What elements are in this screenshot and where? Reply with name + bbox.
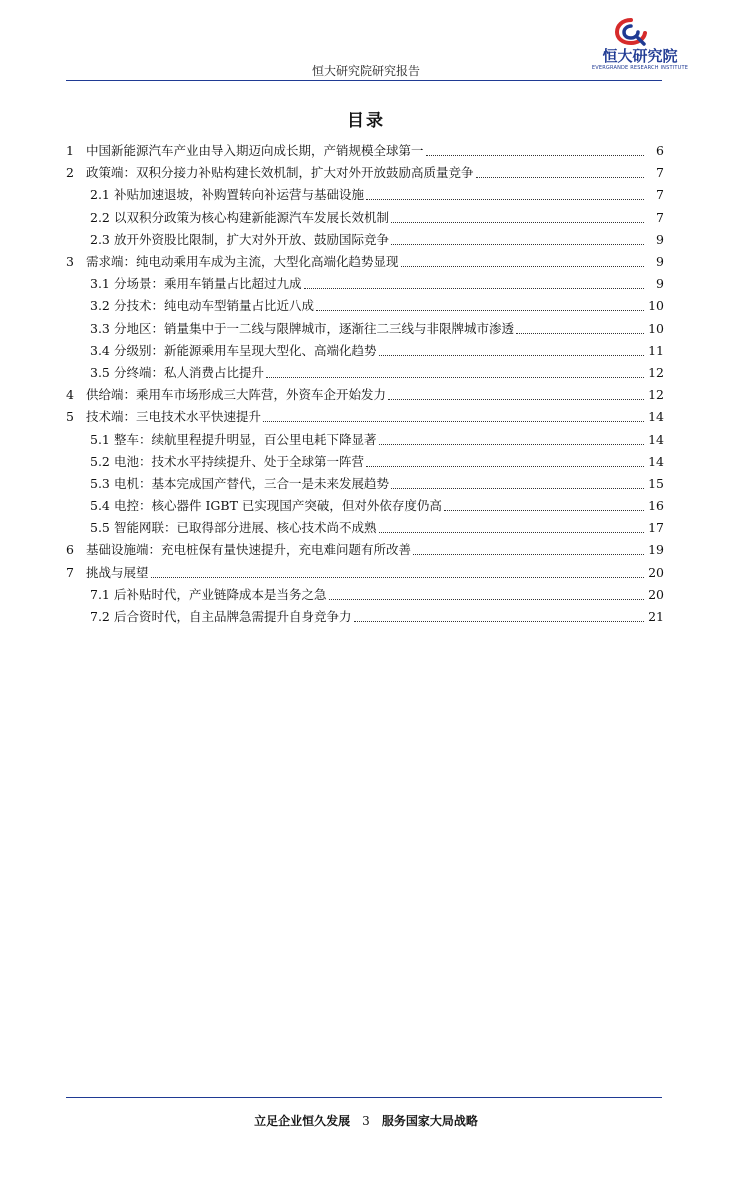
toc-entry[interactable] [66,318,664,340]
toc-entry[interactable] [66,162,664,184]
toc-entry-page: 12 [648,364,664,380]
toc-entry-number: 6 [66,542,74,558]
toc-entry-number: 5.3 [90,475,110,491]
table-of-contents [66,140,664,628]
header-title: 恒大研究院研究报告 [311,64,420,78]
toc-entry-title: 电机：基本完成国产替代，三合一是未来发展趋势 [114,475,390,491]
toc-dot-leader [388,399,644,400]
toc-dot-leader [391,244,644,245]
toc-entry-title: 分场景：乘用车销量占比超过九成 [114,276,302,292]
toc-entry[interactable] [66,362,664,384]
toc-entry-number: 2 [66,165,74,181]
toc-entry[interactable] [66,584,664,606]
toc-entry-title: 分技术：纯电动车型销量占比近八成 [114,298,315,314]
toc-entry-number: 4 [66,387,74,403]
toc-entry-title: 供给端：乘用车市场形成三大阵营，外资车企开始发力 [86,387,387,403]
toc-entry-number: 5.4 [90,498,110,514]
toc-entry-title: 电控：核心器件 IGBT 已实现国产突破，但对外依存度仍高 [114,498,442,514]
toc-entry-title: 分地区：销量集中于一二线与限牌城市，逐渐往二三线与非限牌城市渗透 [114,320,515,336]
toc-entry-number: 2.2 [90,209,110,225]
toc-dot-leader [366,199,644,200]
toc-entry-number: 7.2 [90,609,110,625]
toc-entry-title: 需求端：纯电动乘用车成为主流，大型化高端化趋势显现 [86,254,399,270]
toc-dot-leader [516,333,644,334]
toc-entry-number: 3.4 [90,342,110,358]
toc-entry[interactable] [66,207,664,229]
toc-entry-page: 9 [656,276,664,292]
toc-entry-number: 5.5 [90,520,110,536]
toc-dot-leader [444,510,644,511]
toc-entry-title: 电池：技术水平持续提升、处于全球第一阵营 [114,453,365,469]
toc-entry-title: 以双积分政策为核心构建新能源汽车发展长效机制 [114,209,390,225]
toc-entry-page: 10 [648,320,664,336]
toc-entry-number: 3.1 [90,276,110,292]
toc-entry-number: 3 [66,254,74,270]
toc-entry-title: 整车：续航里程提升明显，百公里电耗下降显著 [114,431,377,447]
toc-entry[interactable] [66,229,664,251]
toc-dot-leader [379,355,644,356]
toc-entry[interactable] [66,340,664,362]
logo-subtext: EVERGRANDE RESEARCH INSTITUTE [591,65,689,71]
toc-entry-title: 政策端：双积分接力补贴构建长效机制，扩大对外开放鼓励高质量竞争 [86,165,474,181]
toc-entry-title: 挑战与展望 [86,564,149,580]
toc-dot-leader [401,266,644,267]
toc-entry-number: 1 [66,143,74,159]
toc-entry-page: 7 [656,165,664,181]
footer [0,1112,732,1129]
toc-entry[interactable] [66,606,664,628]
toc-entry-page: 10 [648,298,664,314]
toc-entry-page: 15 [648,475,664,491]
toc-entry-page: 17 [648,520,664,536]
toc-entry[interactable] [66,273,664,295]
toc-title: 目录 [347,111,385,131]
toc-entry-title: 基础设施端：充电桩保有量快速提升，充电难问题有所改善 [86,542,412,558]
toc-dot-leader [476,177,644,178]
toc-entry[interactable] [66,539,664,561]
toc-entry-page: 11 [648,342,664,358]
toc-dot-leader [151,577,644,578]
toc-entry[interactable] [66,184,664,206]
footer-slogan-right: 服务国家大局战略 [381,1114,478,1128]
toc-dot-leader [316,310,644,311]
toc-entry-page: 19 [648,542,664,558]
toc-dot-leader [354,621,644,622]
toc-entry-number: 7 [66,564,74,580]
toc-entry-title: 补贴加速退坡，补购置转向补运营与基础设施 [114,187,365,203]
toc-dot-leader [391,222,644,223]
toc-entry-page: 14 [648,453,664,469]
toc-entry-title: 分级别：新能源乘用车呈现大型化、高端化趋势 [114,342,377,358]
toc-entry-page: 14 [648,431,664,447]
toc-entry-page: 16 [648,498,664,514]
toc-entry[interactable] [66,451,664,473]
toc-entry-page: 7 [656,209,664,225]
toc-entry-title: 后补贴时代，产业链降成本是当务之急 [114,586,327,602]
toc-entry-title: 放开外资股比限制，扩大对外开放、鼓励国际竞争 [114,231,390,247]
toc-entry-number: 3.2 [90,298,110,314]
toc-entry-title: 中国新能源汽车产业由导入期迈向成长期，产销规模全球第一 [86,143,424,159]
toc-entry-page: 21 [648,609,664,625]
toc-entry-page: 12 [648,387,664,403]
toc-entry-title: 技术端：三电技术水平快速提升 [86,409,262,425]
toc-entry-number: 2.3 [90,231,110,247]
toc-entry-page: 20 [648,586,664,602]
toc-entry-number: 3.3 [90,320,110,336]
toc-entry[interactable] [66,140,664,162]
toc-entry[interactable] [66,251,664,273]
footer-slogan-left: 立足企业恒久发展 [254,1114,351,1128]
toc-entry-number: 5.2 [90,453,110,469]
toc-entry-number: 2.1 [90,187,110,203]
toc-dot-leader [329,599,644,600]
toc-entry-page: 9 [656,254,664,270]
toc-entry[interactable] [66,495,664,517]
toc-dot-leader [426,155,644,156]
toc-dot-leader [379,532,644,533]
toc-entry-page: 6 [656,143,664,159]
toc-dot-leader [391,488,644,489]
toc-entry[interactable] [66,473,664,495]
logo-text: 恒大研究院 [602,47,678,65]
toc-dot-leader [379,444,644,445]
toc-entry[interactable] [66,428,664,450]
toc-dot-leader [413,554,644,555]
toc-entry-title: 后合资时代，自主品牌急需提升自身竞争力 [114,609,352,625]
toc-entry-number: 7.1 [90,586,110,602]
logo-mark-icon [614,18,648,46]
toc-entry-number: 5 [66,409,74,425]
toc-dot-leader [263,421,644,422]
toc-entry[interactable] [66,384,664,406]
toc-entry[interactable] [66,295,664,317]
toc-entry[interactable] [66,406,664,428]
footer-divider [66,1097,662,1098]
toc-entry[interactable] [66,517,664,539]
toc-entry-page: 7 [656,187,664,203]
toc-dot-leader [366,466,644,467]
toc-entry-number: 5.1 [90,431,110,447]
toc-entry-page: 14 [648,409,664,425]
toc-dot-leader [304,288,644,289]
toc-entry-title: 分终端：私人消费占比提升 [114,364,265,380]
toc-entry-page: 9 [656,231,664,247]
toc-entry[interactable] [66,562,664,584]
page-number: 3 [362,1114,370,1128]
toc-entry-number: 3.5 [90,364,110,380]
toc-entry-page: 20 [648,564,664,580]
toc-dot-leader [266,377,644,378]
header-divider [66,80,662,81]
toc-entry-title: 智能网联：已取得部分进展、核心技术尚不成熟 [114,520,377,536]
